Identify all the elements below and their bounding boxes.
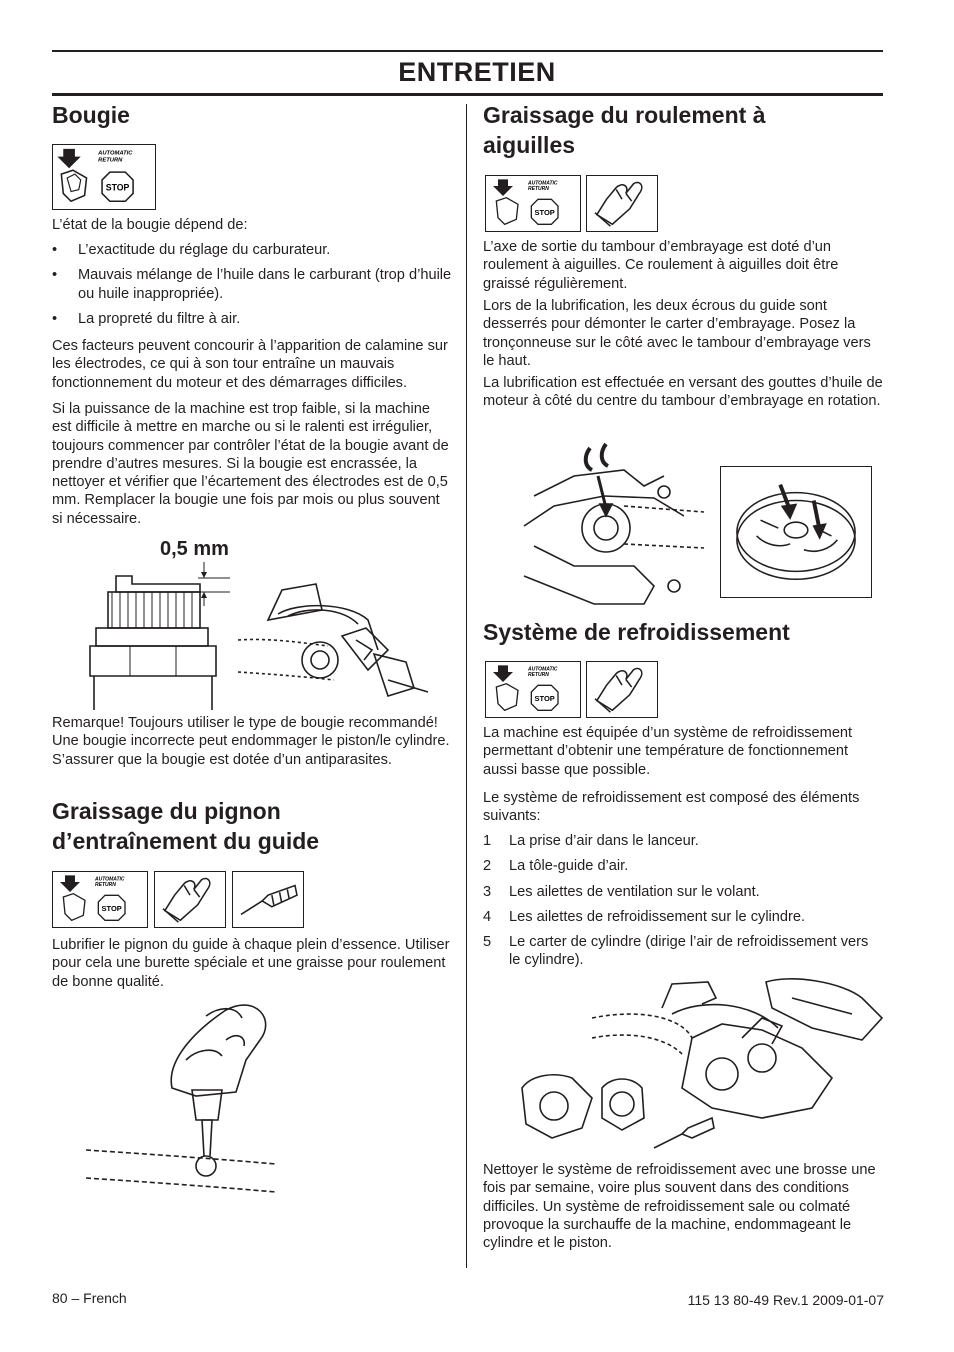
glove-icon: [154, 871, 226, 928]
refroidissement-heading: Système de refroidissement: [483, 619, 790, 645]
cooling-system-illustration: [512, 978, 886, 1156]
spark-plug-illustration: [80, 562, 240, 710]
svg-text:STOP: STOP: [101, 904, 122, 914]
glove-icon: [586, 175, 658, 232]
stop-switch-icon: [52, 871, 148, 928]
list-item: 5 Le carter de cylindre (dirige l’air de refroidissement vers le cylindre).: [483, 934, 869, 969]
list-item: • Mauvais mélange de l’huile dans le carburant (trop d’huile ou huile inappropriée).: [52, 267, 452, 302]
bougie-heading: Bougie: [52, 102, 130, 128]
clutch-drum-box: [720, 466, 872, 598]
list-item: 1 La prise d’air dans le lanceur.: [483, 833, 699, 849]
svg-text:RETURN: RETURN: [528, 186, 549, 193]
document-reference: 115 13 80-49 Rev.1 2009-01-07: [687, 1292, 884, 1308]
svg-text:AUTOMATIC: AUTOMATIC: [95, 876, 125, 883]
grease-gun-icon: [232, 871, 304, 928]
pignon-heading-line2: d’entraînement du guide: [52, 828, 320, 854]
column-divider: [466, 104, 467, 1268]
glove-icon: [586, 661, 658, 718]
roulement-heading-line1: Graissage du roulement à: [483, 102, 766, 128]
roulement-heading-line2: aiguilles: [483, 132, 576, 158]
svg-text:RETURN: RETURN: [95, 882, 116, 889]
bougie-para1: Ces facteurs peuvent concourir à l’apparition de calamine sur les électrodes, ce qui à son tour entraîne un mauvais fonctionnement du moteur et des démarrages difficiles.: [52, 338, 448, 391]
stop-switch-icon: [52, 144, 156, 210]
bougie-remark: Remarque! Toujours utiliser le type de bougie recommandé! Une bougie incorrecte peut endommager le piston/le cylindre. S’assurer que la bougie est dotée d’un antiparasites.: [52, 715, 450, 768]
svg-text:AUTOMATIC: AUTOMATIC: [528, 180, 558, 187]
svg-text:STOP: STOP: [534, 694, 555, 704]
bougie-para2: Si la puissance de la machine est trop faible, si la machine est difficile à mettre en marche ou si le ralenti est irrégulier, toujours commencer par contrôler l’état de la bougie avant de prendre d’autres mesures. Si la bougie est encrassée, la nettoyer et vérifier que l’écartement des électrodes est de 0,5 mm. Remplacer la bougie une fois par mois ou plus souvent si nécessaire.: [52, 401, 449, 527]
grease-gun-on-bar-illustration: [86, 1000, 386, 1200]
header-top-rule: [52, 50, 883, 52]
chainsaw-plug-access-illustration: [238, 580, 436, 700]
bougie-intro: L’état de la bougie dépend de:: [52, 217, 248, 233]
bougie-bullet-list: [52, 241, 452, 335]
header-bottom-rule: [52, 93, 883, 96]
roulement-para1: L’axe de sortie du tambour d’embrayage est doté d’un roulement à aiguilles. Ce roulement à aiguilles doit être graissé régulièrement.: [483, 239, 839, 292]
icon-text-return: RETURN: [98, 157, 123, 164]
clutch-oiling-illustration: [514, 436, 714, 610]
svg-text:STOP: STOP: [534, 208, 555, 218]
page-number: 80 – French: [52, 1290, 127, 1306]
stop-switch-icon: [485, 175, 581, 232]
refroidissement-para3: Nettoyer le système de refroidissement avec une brosse une fois par semaine, voire plus souvent dans des conditions difficiles. Un système de refroidissement sale ou colmaté provoque la surchauffe de la machine, endommageant le cylindre et le piston.: [483, 1162, 876, 1252]
roulement-para3: La lubrification est effectuée en versant des gouttes d’huile de moteur à côté du centre du tambour d’embrayage en rotation.: [483, 375, 883, 410]
list-item: • La propreté du filtre à air.: [52, 310, 241, 327]
roulement-para2: Lors de la lubrification, les deux écrous du guide sont desserrés pour démonter le carter d’embrayage. Posez la tronçonneuse sur le côté avec le tambour d’embrayage vers le haut.: [483, 298, 871, 369]
list-item: 3 Les ailettes de ventilation sur le volant.: [483, 883, 760, 900]
page-title: ENTRETIEN: [398, 57, 556, 87]
refroidissement-para2: Le système de refroidissement est composé des éléments suivants:: [483, 790, 860, 825]
pignon-heading: [52, 796, 319, 856]
list-item: • L’exactitude du réglage du carburateur.: [52, 242, 331, 258]
cooling-components-list: [483, 832, 883, 977]
svg-text:RETURN: RETURN: [528, 672, 549, 679]
icon-text-stop: STOP: [105, 182, 130, 193]
list-item: 4 Les ailettes de refroidissement sur le cylindre.: [483, 908, 806, 925]
icon-text-automatic: AUTOMATIC: [98, 150, 133, 157]
roulement-heading: [483, 100, 765, 160]
pignon-heading-line1: Graissage du pignon: [52, 798, 281, 824]
pignon-para: Lubrifier le pignon du guide à chaque plein d’essence. Utiliser pour cela une burette spéciale et une graisse pour roulement de bonne qualité.: [52, 937, 450, 990]
refroidissement-para1: La machine est équipée d’un système de refroidissement permettant d’obtenir une température de fonctionnement aussi basse que possible.: [483, 725, 853, 778]
list-item: 2 La tôle-guide d’air.: [483, 858, 629, 875]
gap-label: 0,5 mm: [160, 538, 229, 560]
stop-switch-icon: [485, 661, 581, 718]
svg-text:AUTOMATIC: AUTOMATIC: [528, 666, 558, 673]
